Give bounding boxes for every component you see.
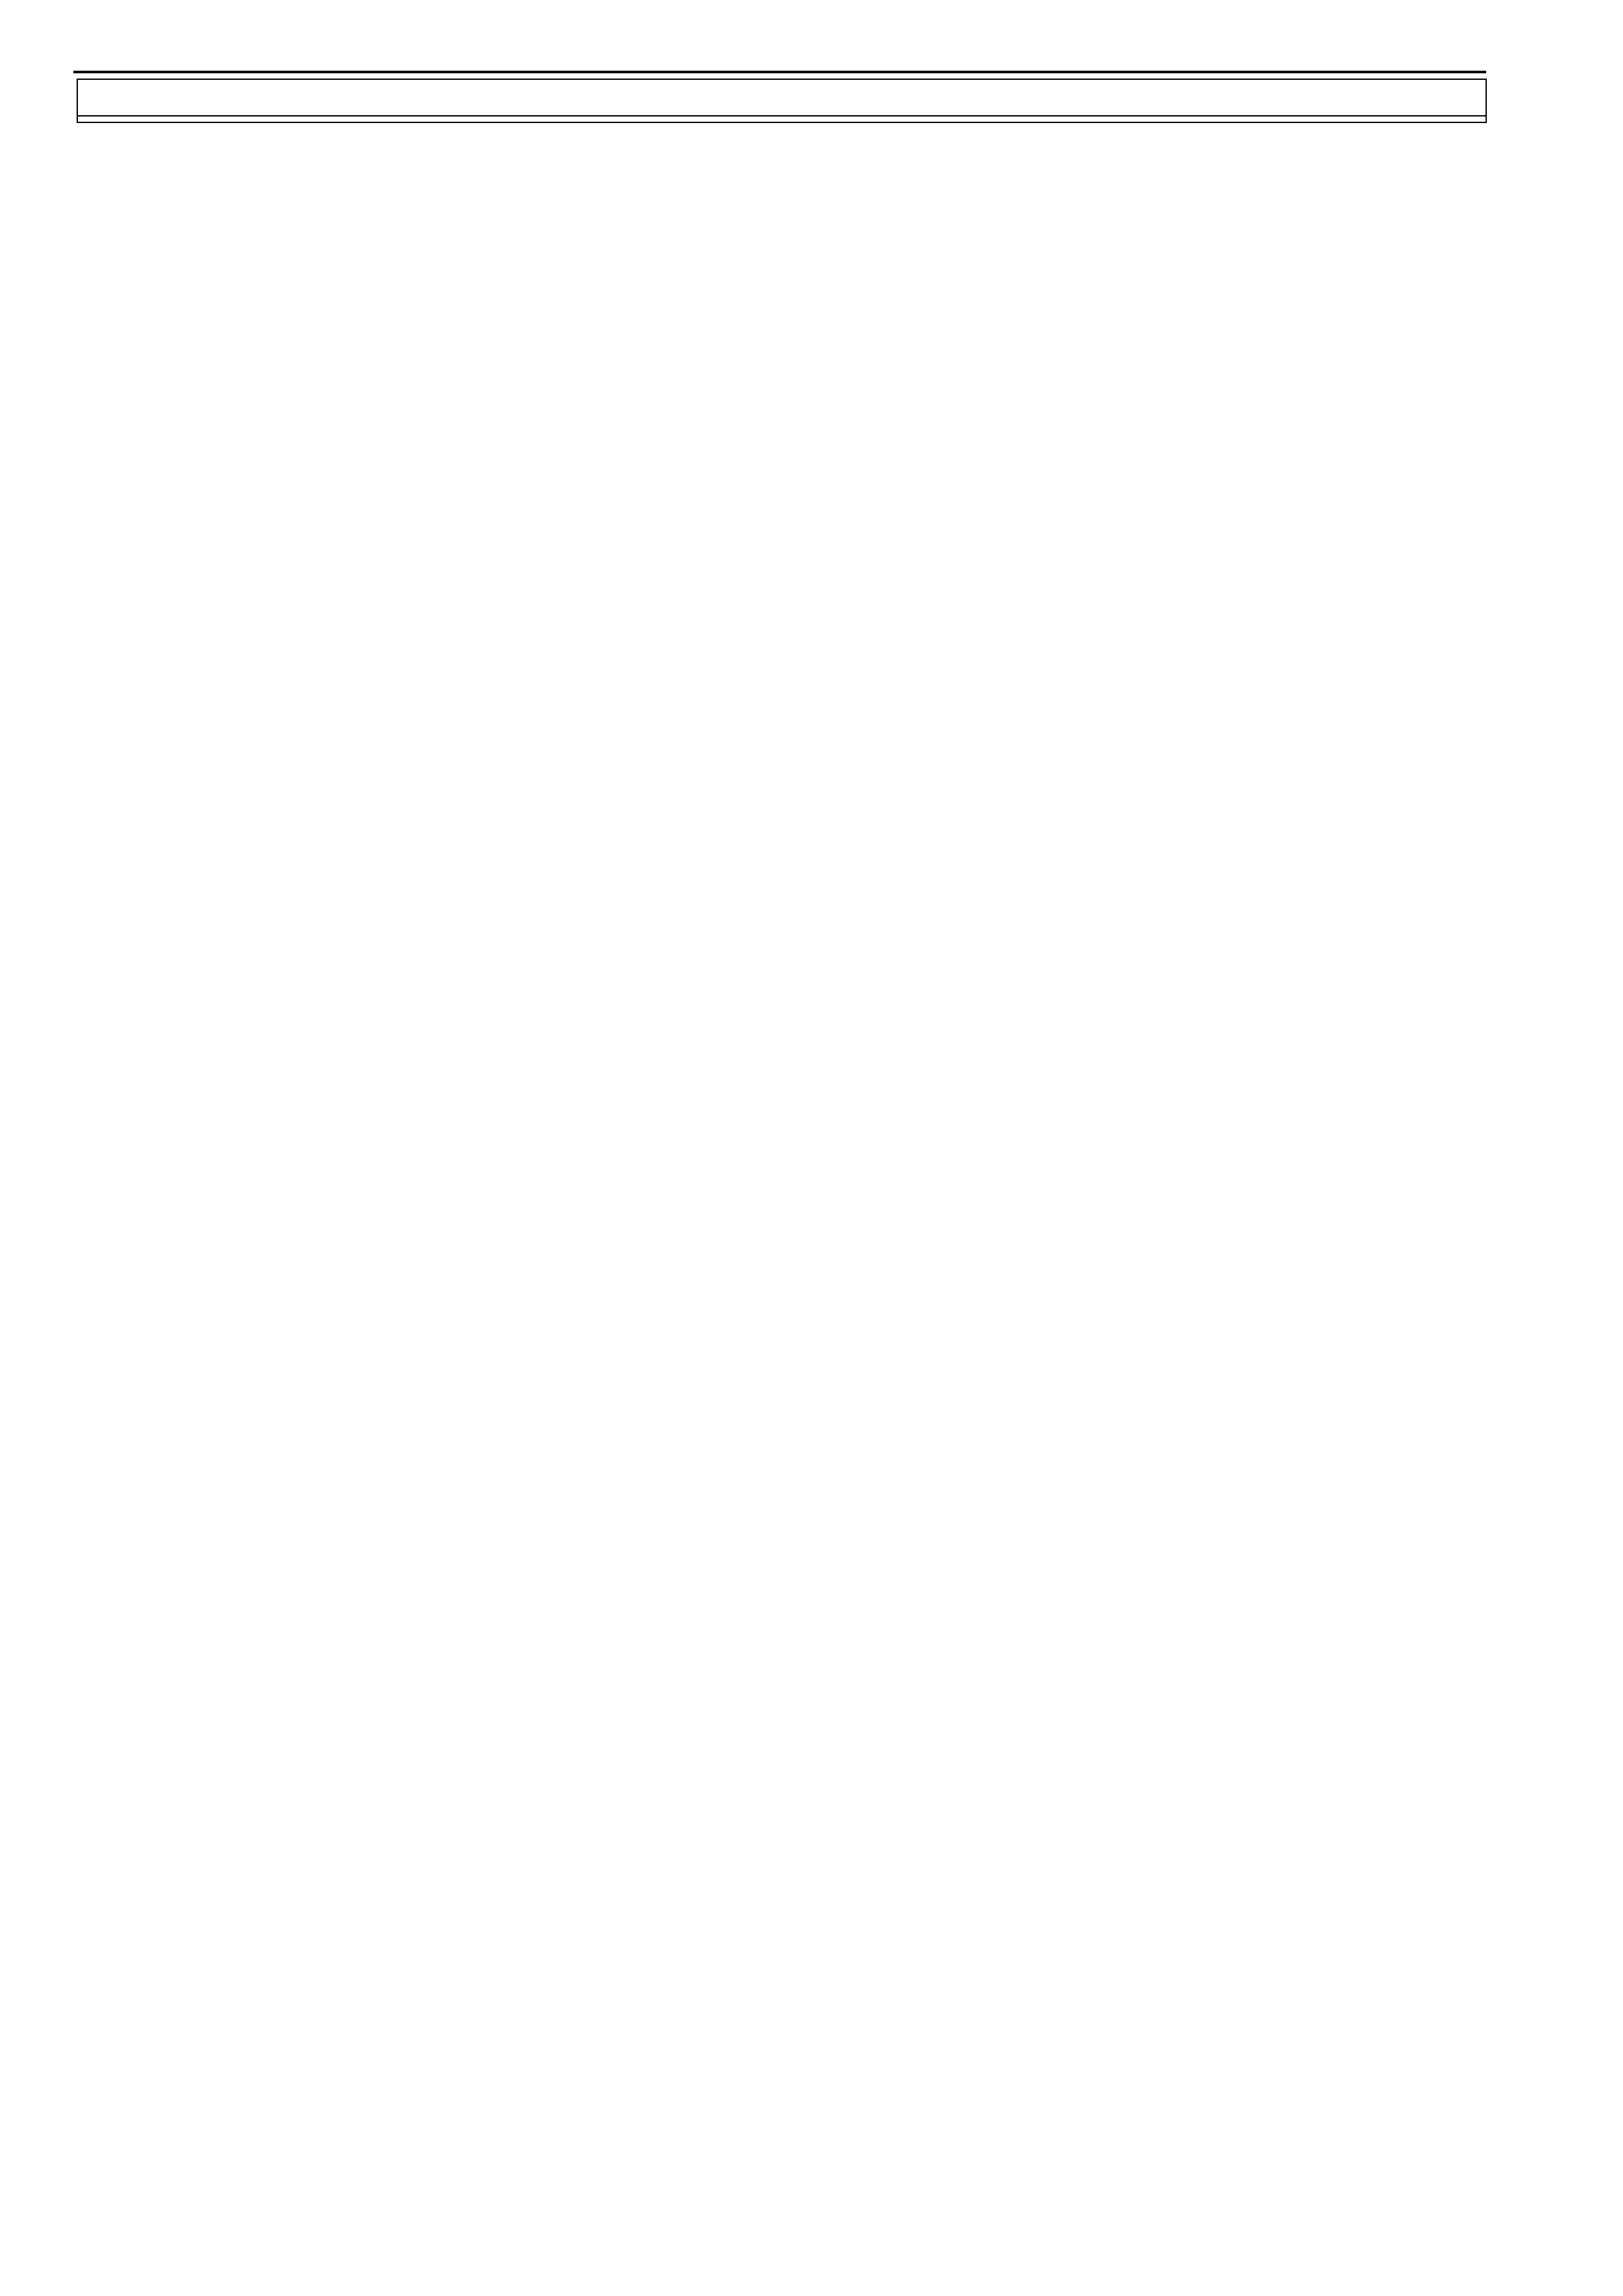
table-caption — [77, 79, 1486, 116]
rates-table — [77, 79, 1487, 123]
document-body — [77, 79, 1486, 123]
table-caption-section — [77, 79, 1486, 122]
measure-line — [84, 84, 1479, 110]
subtitle-cell — [77, 116, 1486, 122]
header-rule — [73, 71, 1486, 73]
